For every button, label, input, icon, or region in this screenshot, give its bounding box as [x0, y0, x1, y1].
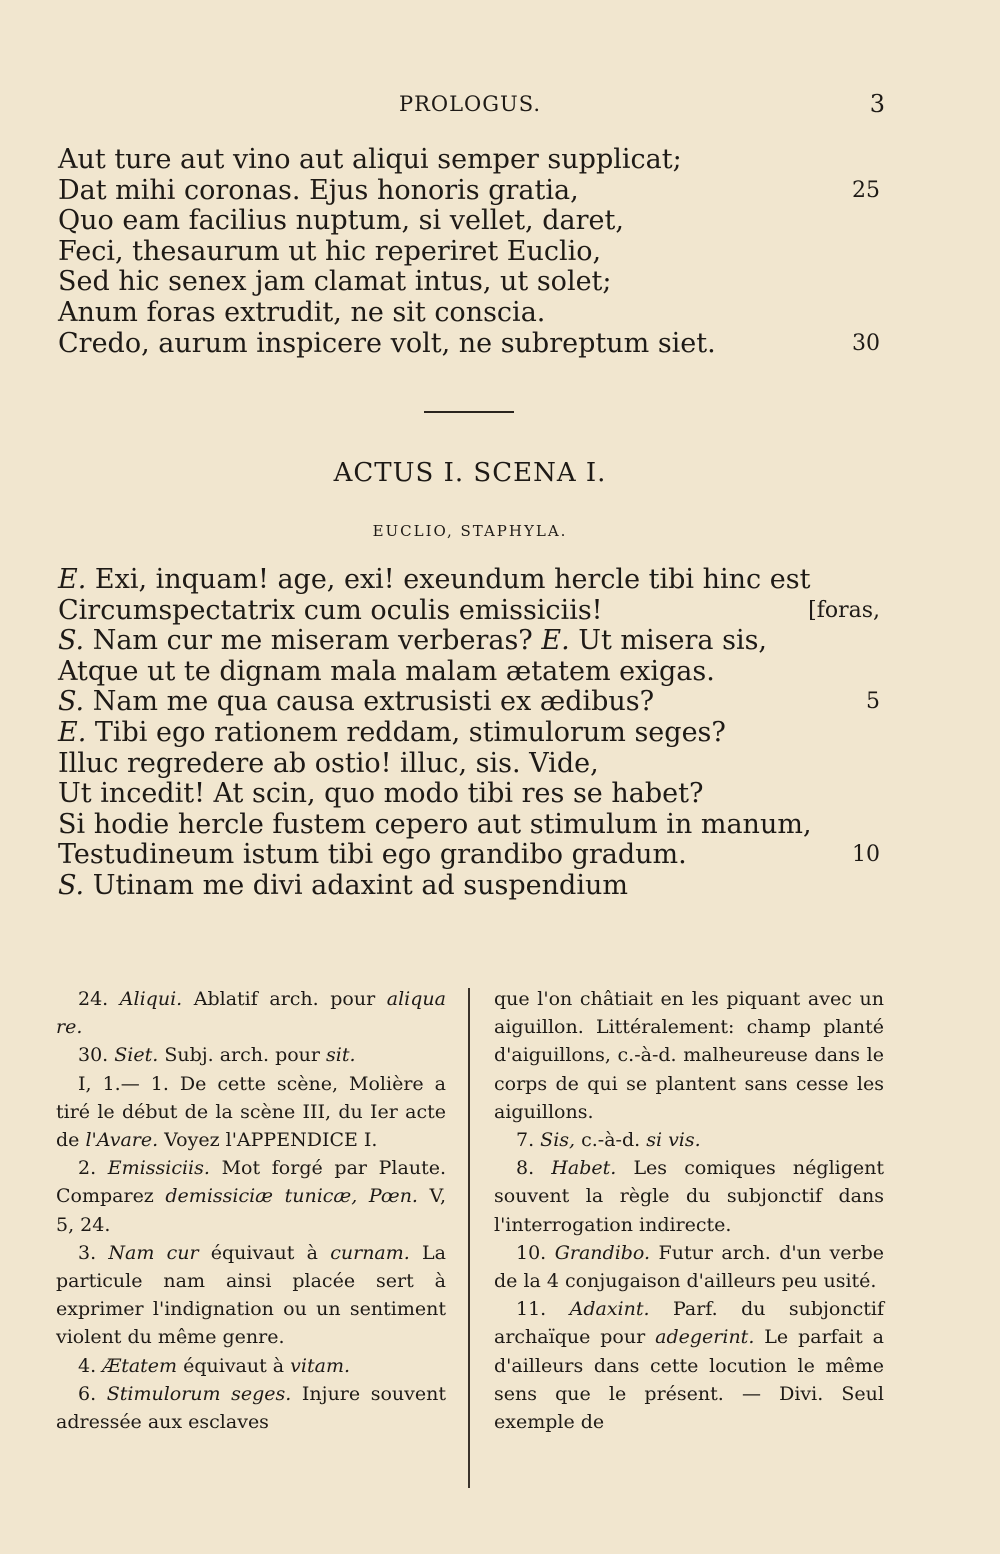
verse-line	[58, 871, 888, 902]
note-ref: 10.	[516, 1241, 555, 1264]
note-body: équivaut à	[198, 1241, 331, 1264]
verse-text: Sed hic senex jam clamat intus, ut solet;	[58, 266, 612, 298]
footnote	[56, 1352, 446, 1380]
speaker-label: E.	[58, 564, 87, 595]
footnotes-left-column	[56, 985, 446, 1436]
note-ref: 2.	[78, 1157, 108, 1180]
note-ref: 24.	[78, 988, 120, 1010]
speaker-label: E.	[541, 625, 570, 657]
speaker-label: S.	[58, 686, 85, 718]
note-lemma: Adaxint.	[569, 1298, 650, 1321]
note-italic: l'Avare.	[85, 1129, 159, 1152]
note-lemma: Sis,	[540, 1129, 576, 1152]
note-ref: I, 1.— 1.	[78, 1072, 180, 1095]
note-lemma: Emissiciis.	[107, 1157, 210, 1180]
note-lemma: Ætatem	[102, 1354, 178, 1377]
verse-text: Atque ut te dignam mala malam ætatem exigas.	[58, 655, 715, 687]
page-number: 3	[869, 90, 885, 118]
note-ref: 3.	[78, 1241, 109, 1264]
note-body: Subj. arch. pour	[158, 1044, 327, 1067]
note-body: Mot forgé par Plaute. Comparez	[56, 1157, 446, 1208]
verse-text: Nam cur me miseram verberas?	[84, 625, 542, 657]
verse-text: Ut incedit! At scin, quo modo tibi res se habet?	[58, 778, 704, 810]
footnote	[56, 1070, 446, 1155]
verse-text: Testudineum istum tibi ego grandibo gradum.	[58, 839, 687, 871]
verse-line	[58, 749, 888, 780]
note-body: Futur arch. d'un verbe de la 4 conjugaison d'ailleurs peu usité.	[494, 1241, 885, 1293]
note-lemma: Grandibo.	[554, 1241, 651, 1264]
note-lemma: Siet.	[114, 1044, 159, 1067]
verse-line	[58, 657, 888, 688]
dramatis-personae: EUCLIO, STAPHYLA.	[372, 522, 568, 540]
verse-line	[58, 176, 888, 207]
act-scene-heading: ACTUS I. SCENA I.	[333, 458, 607, 488]
note-tail: V, 5, 24.	[56, 1185, 446, 1236]
footnote	[56, 985, 446, 1041]
footnote	[56, 1041, 446, 1069]
note-body: que l'on châtiait en les piquant avec un aiguillon. Littéralement: champ planté d'aiguillons, c.-à-d. malheureuse dans le corps de qui se plantent sans cesse les aiguillons.	[494, 988, 884, 1123]
note-body: équivaut à	[177, 1354, 291, 1377]
verse-text: Dat mihi coronas. Ejus honoris gratia,	[58, 174, 579, 206]
footnote	[56, 1380, 446, 1436]
verse-text: Aut ture aut vino aut aliqui semper supplicat;	[58, 144, 682, 175]
verse-line	[58, 779, 888, 810]
footnote	[56, 1239, 446, 1352]
note-tail: Voyez l'APPENDICE I.	[158, 1129, 378, 1152]
note-body: Injure souvent adressée aux esclaves	[56, 1382, 446, 1434]
note-body: Ablatif arch. pour	[182, 988, 387, 1010]
note-body: Parf. du subjonctif archaïque pour	[494, 1298, 884, 1349]
note-italic: demissiciæ tunicæ, Pœn.	[165, 1185, 418, 1208]
speaker-label: S.	[58, 869, 85, 901]
footnote	[494, 1126, 884, 1154]
verse-line	[58, 237, 888, 268]
running-head	[0, 92, 1000, 126]
verse-text: Credo, aurum inspicere volt, ne subreptum siet.	[58, 327, 716, 359]
footnote	[56, 1154, 446, 1239]
note-ref: 6.	[78, 1382, 107, 1405]
verse-text: Tibi ego rationem reddam, stimulorum seges?	[86, 716, 726, 748]
note-body: De cette scène, Molière a tiré le début de la scène III, du Ier acte de	[56, 1072, 447, 1152]
footnotes-right-column	[494, 985, 884, 1436]
verse-line	[58, 565, 888, 596]
line-number: [foras,	[808, 597, 880, 623]
footnote	[494, 985, 884, 1126]
verse-line	[58, 687, 888, 718]
note-italic: curnam.	[330, 1241, 410, 1264]
verse-text: Circumspectatrix cum oculis emissiciis!	[58, 594, 603, 626]
note-italic: si vis.	[646, 1129, 701, 1152]
note-lemma: Stimulorum seges.	[106, 1382, 292, 1405]
footnote	[494, 1239, 884, 1295]
note-italic: aliqua re.	[56, 988, 446, 1039]
verse-line	[58, 626, 888, 657]
footnote	[494, 1295, 884, 1436]
verse-text: Anum foras extrudit, ne sit conscia.	[58, 296, 546, 328]
verse-line	[58, 329, 888, 360]
verse-line	[58, 267, 888, 298]
verse-text: Si hodie hercle fustem cepero aut stimulum in manum,	[58, 808, 812, 840]
note-italic: sit.	[326, 1044, 356, 1067]
line-number: 30	[852, 330, 880, 356]
verse-text: Illuc regredere ab ostio! illuc, sis. Vide,	[58, 747, 599, 779]
footnote	[494, 1154, 884, 1239]
verse-line	[58, 298, 888, 329]
line-number: 25	[852, 177, 880, 203]
note-lemma: Habet.	[551, 1157, 617, 1180]
note-body: Les comiques négligent souvent la règle du subjonctif dans l'interrogation indirecte.	[494, 1157, 885, 1236]
verse-line	[58, 145, 888, 176]
verse-text: Utinam me divi adaxint ad suspendium	[84, 869, 628, 901]
column-rule	[468, 988, 470, 1488]
note-ref: 7.	[516, 1129, 541, 1152]
note-italic: adegerint.	[655, 1326, 755, 1349]
note-lemma: Nam cur	[108, 1241, 199, 1264]
note-ref: 8.	[516, 1157, 552, 1180]
scene-verse	[58, 565, 888, 902]
verse-line	[58, 718, 888, 749]
note-tail: Le parfait a d'ailleurs dans cette locution le même sens que le présent. — Divi. Seul exemple de	[494, 1326, 885, 1434]
running-title: PROLOGUS.	[398, 92, 542, 116]
note-ref: 11.	[516, 1298, 570, 1321]
note-ref: 4.	[78, 1354, 103, 1377]
speaker-label: S.	[58, 625, 85, 657]
verse-line	[58, 206, 888, 237]
verse-text: Nam me qua causa extrusisti ex ædibus?	[84, 686, 655, 718]
note-body: c.-à-d.	[575, 1129, 647, 1152]
verse-line	[58, 596, 888, 627]
verse-text: Quo eam facilius nuptum, si vellet, daret,	[58, 205, 624, 237]
line-number: 10	[852, 842, 880, 868]
note-ref: 30.	[78, 1044, 115, 1067]
verse-line	[58, 840, 888, 871]
line-number: 5	[866, 689, 880, 715]
verse-text: Exi, inquam! age, exi! exeundum hercle tibi hinc est	[86, 564, 811, 595]
prologue-verse	[58, 145, 888, 359]
verse-text: Feci, thesaurum ut hic reperiret Euclio,	[58, 235, 602, 267]
verse-line	[58, 810, 888, 841]
speaker-label: E.	[58, 716, 87, 748]
note-tail: La particule nam ainsi placée sert à exprimer l'indignation ou un sentiment violent du même genre.	[56, 1241, 447, 1349]
note-italic: vitam.	[290, 1354, 351, 1377]
verse-text: Ut misera sis,	[569, 625, 768, 657]
section-divider	[424, 411, 514, 413]
note-lemma: Aliqui.	[119, 988, 183, 1010]
